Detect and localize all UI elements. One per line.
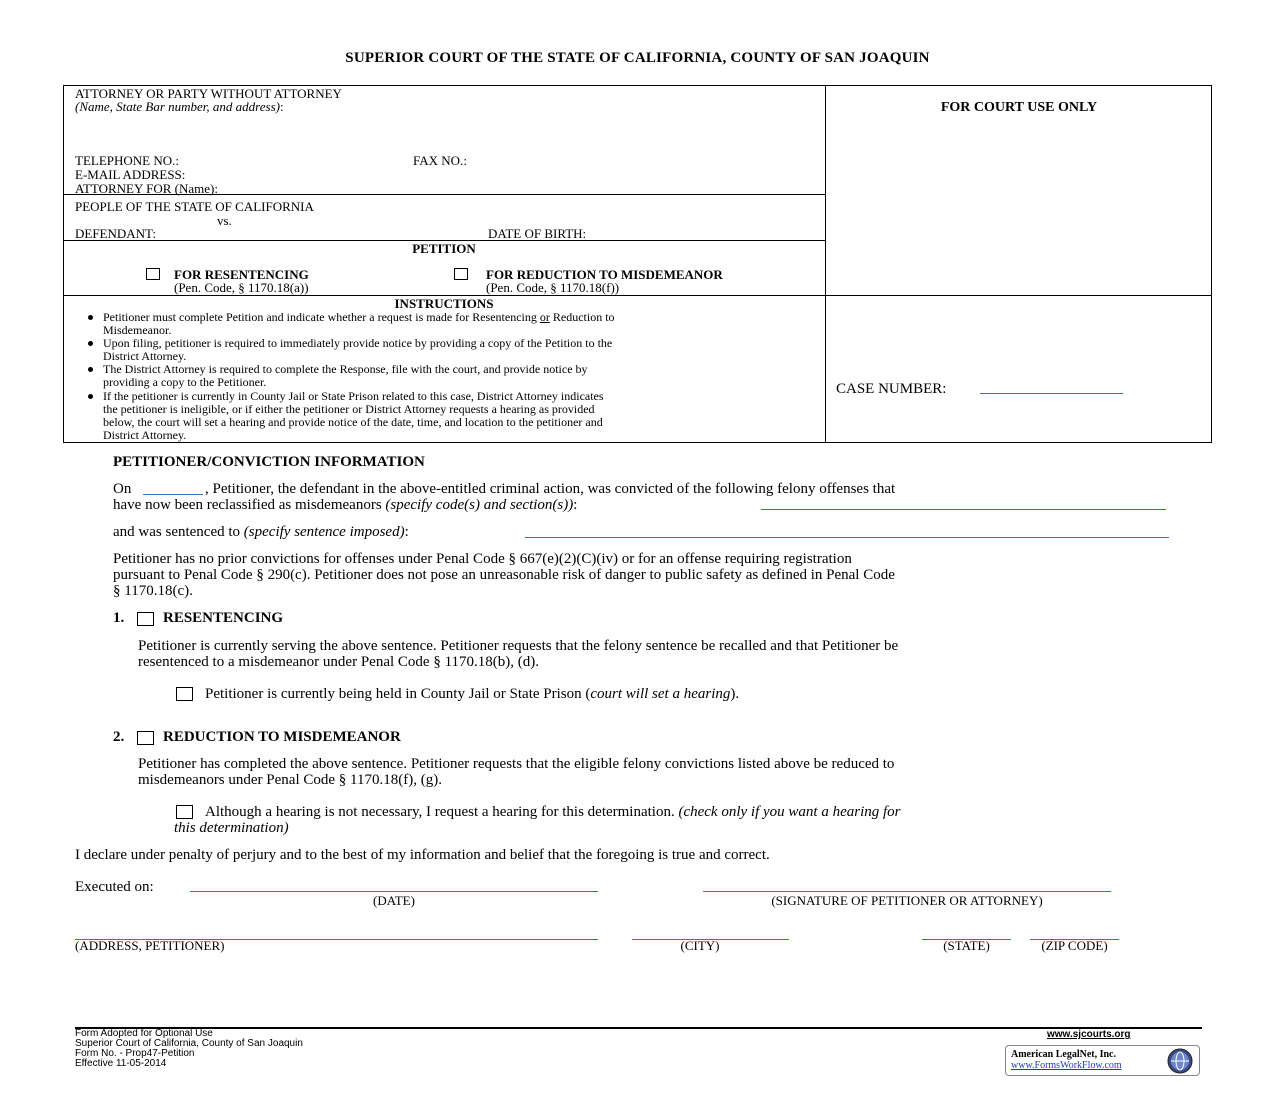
instruction-4: If the petitioner is currently in County Jail or State Prison related to this case, District Attorney indicates bbox=[103, 389, 604, 403]
section1-text1: Petitioner is currently serving the above sentence. Petitioner requests that the felony sentence be recalled and that Petitioner be bbox=[138, 638, 899, 654]
signature-field[interactable] bbox=[703, 891, 1111, 892]
conviction-line2: have now been reclassified as misdemeanors (specify code(s) and section(s)): bbox=[113, 497, 578, 513]
telephone-label: TELEPHONE NO.: bbox=[75, 153, 179, 168]
instruction-2: Upon filing, petitioner is required to immediately provide notice by providing a copy of the Petition to the bbox=[103, 336, 613, 350]
petition-resentencing-label: FOR RESENTENCING bbox=[174, 267, 309, 282]
hearing-label: Although a hearing is not necessary, I request a hearing for this determination. (check only if you want a hearing for bbox=[205, 804, 901, 820]
hearing-label-cont: this determination) bbox=[174, 820, 289, 836]
city-caption: (CITY) bbox=[680, 938, 720, 953]
address-caption: (ADDRESS, PETITIONER) bbox=[75, 938, 225, 953]
case-number-field[interactable] bbox=[980, 393, 1123, 394]
date-field[interactable] bbox=[190, 891, 598, 892]
declaration-text: I declare under penalty of perjury and to the best of my information and belief that the foregoing is true and correct. bbox=[75, 847, 770, 863]
page-title: SUPERIOR COURT OF THE STATE OF CALIFORNIA, COUNTY OF SAN JOAQUIN bbox=[345, 50, 930, 66]
attorney-for-label: ATTORNEY FOR (Name): bbox=[75, 181, 218, 196]
sentenced-label: and was sentenced to (specify sentence imposed): bbox=[113, 524, 409, 540]
case-number-label: CASE NUMBER: bbox=[836, 381, 947, 397]
petition-reduction-code: (Pen. Code, § 1170.18(f)) bbox=[486, 280, 620, 295]
petition-resentencing-code: (Pen. Code, § 1170.18(a)) bbox=[174, 280, 309, 295]
held-checkbox[interactable] bbox=[176, 687, 193, 701]
conviction-heading: PETITIONER/CONVICTION INFORMATION bbox=[113, 454, 425, 470]
conviction-line1: , Petitioner, the defendant in the above-entitled criminal action, was convicted of the following felony offenses that bbox=[205, 481, 896, 497]
sentence-field[interactable] bbox=[525, 537, 1169, 538]
instruction-1: Petitioner must complete Petition and indicate whether a request is made for Resentencing or Reduction to bbox=[103, 310, 615, 324]
section2-text1: Petitioner has completed the above sentence. Petitioner requests that the eligible felony convictions listed above be reduced to bbox=[138, 756, 895, 772]
formsworkflow-link[interactable]: www.FormsWorkFlow.com bbox=[1011, 1060, 1122, 1071]
footer-info: Form Adopted for Optional Use Superior Court of California, County of San Joaquin Form No. - Prop47-Petition Effective 11-05-2014 bbox=[75, 1028, 303, 1069]
legalnet-name: American LegalNet, Inc. bbox=[1011, 1049, 1116, 1060]
resentencing-checkbox-top[interactable] bbox=[146, 268, 160, 280]
people-label: PEOPLE OF THE STATE OF CALIFORNIA bbox=[75, 199, 314, 214]
held-label: Petitioner is currently being held in County Jail or State Prison (court will set a hearing). bbox=[205, 686, 740, 702]
no-prior-p1: Petitioner has no prior convictions for offenses under Penal Code § 667(e)(2)(C)(iv) or for an offense requiring registration bbox=[113, 551, 852, 567]
dob-label: DATE OF BIRTH: bbox=[488, 226, 587, 241]
attorney-sublabel: (Name, State Bar number, and address): bbox=[75, 99, 284, 114]
instruction-3: The District Attorney is required to complete the Response, file with the court, and provide notice by bbox=[103, 362, 588, 376]
signature-caption: (SIGNATURE OF PETITIONER OR ATTORNEY) bbox=[771, 893, 1043, 908]
petition-reduction-label: FOR REDUCTION TO MISDEMEANOR bbox=[486, 267, 723, 282]
no-prior-p2: pursuant to Penal Code § 290(c). Petitioner does not pose an unreasonable risk of danger to public safety as defined in Penal Code bbox=[113, 567, 895, 583]
conviction-date-field[interactable] bbox=[143, 494, 203, 495]
no-prior-p3: § 1170.18(c). bbox=[113, 583, 193, 599]
section1-heading: RESENTENCING bbox=[163, 610, 284, 626]
section1-text2: resentenced to a misdemeanor under Penal Code § 1170.18(b), (d). bbox=[138, 654, 539, 670]
date-caption: (DATE) bbox=[373, 893, 415, 908]
executed-label: Executed on: bbox=[75, 879, 154, 895]
conviction-on: On bbox=[113, 481, 132, 497]
reduction-checkbox[interactable] bbox=[137, 731, 154, 745]
state-caption: (STATE) bbox=[943, 938, 990, 953]
zip-caption: (ZIP CODE) bbox=[1041, 938, 1108, 953]
section2-text2: misdemeanors under Penal Code § 1170.18(f), (g). bbox=[138, 772, 442, 788]
section1-number: 1. bbox=[113, 610, 125, 626]
resentencing-checkbox[interactable] bbox=[137, 612, 154, 626]
instructions-heading: INSTRUCTIONS bbox=[394, 296, 494, 311]
reduction-checkbox-top[interactable] bbox=[454, 268, 468, 280]
sjcourts-link[interactable]: www.sjcourts.org bbox=[1047, 1029, 1131, 1040]
defendant-label: DEFENDANT: bbox=[75, 226, 156, 241]
email-label: E-MAIL ADDRESS: bbox=[75, 167, 186, 182]
vs-label: vs. bbox=[217, 213, 232, 228]
court-use-label: FOR COURT USE ONLY bbox=[940, 100, 1098, 115]
petition-heading: PETITION bbox=[412, 241, 476, 256]
section2-number: 2. bbox=[113, 729, 125, 745]
attorney-label: ATTORNEY OR PARTY WITHOUT ATTORNEY bbox=[75, 86, 342, 101]
fax-label: FAX NO.: bbox=[413, 153, 467, 168]
globe-icon bbox=[1163, 1047, 1197, 1080]
offenses-field[interactable] bbox=[761, 509, 1166, 510]
hearing-checkbox[interactable] bbox=[176, 805, 193, 819]
section2-heading: REDUCTION TO MISDEMEANOR bbox=[163, 729, 401, 745]
